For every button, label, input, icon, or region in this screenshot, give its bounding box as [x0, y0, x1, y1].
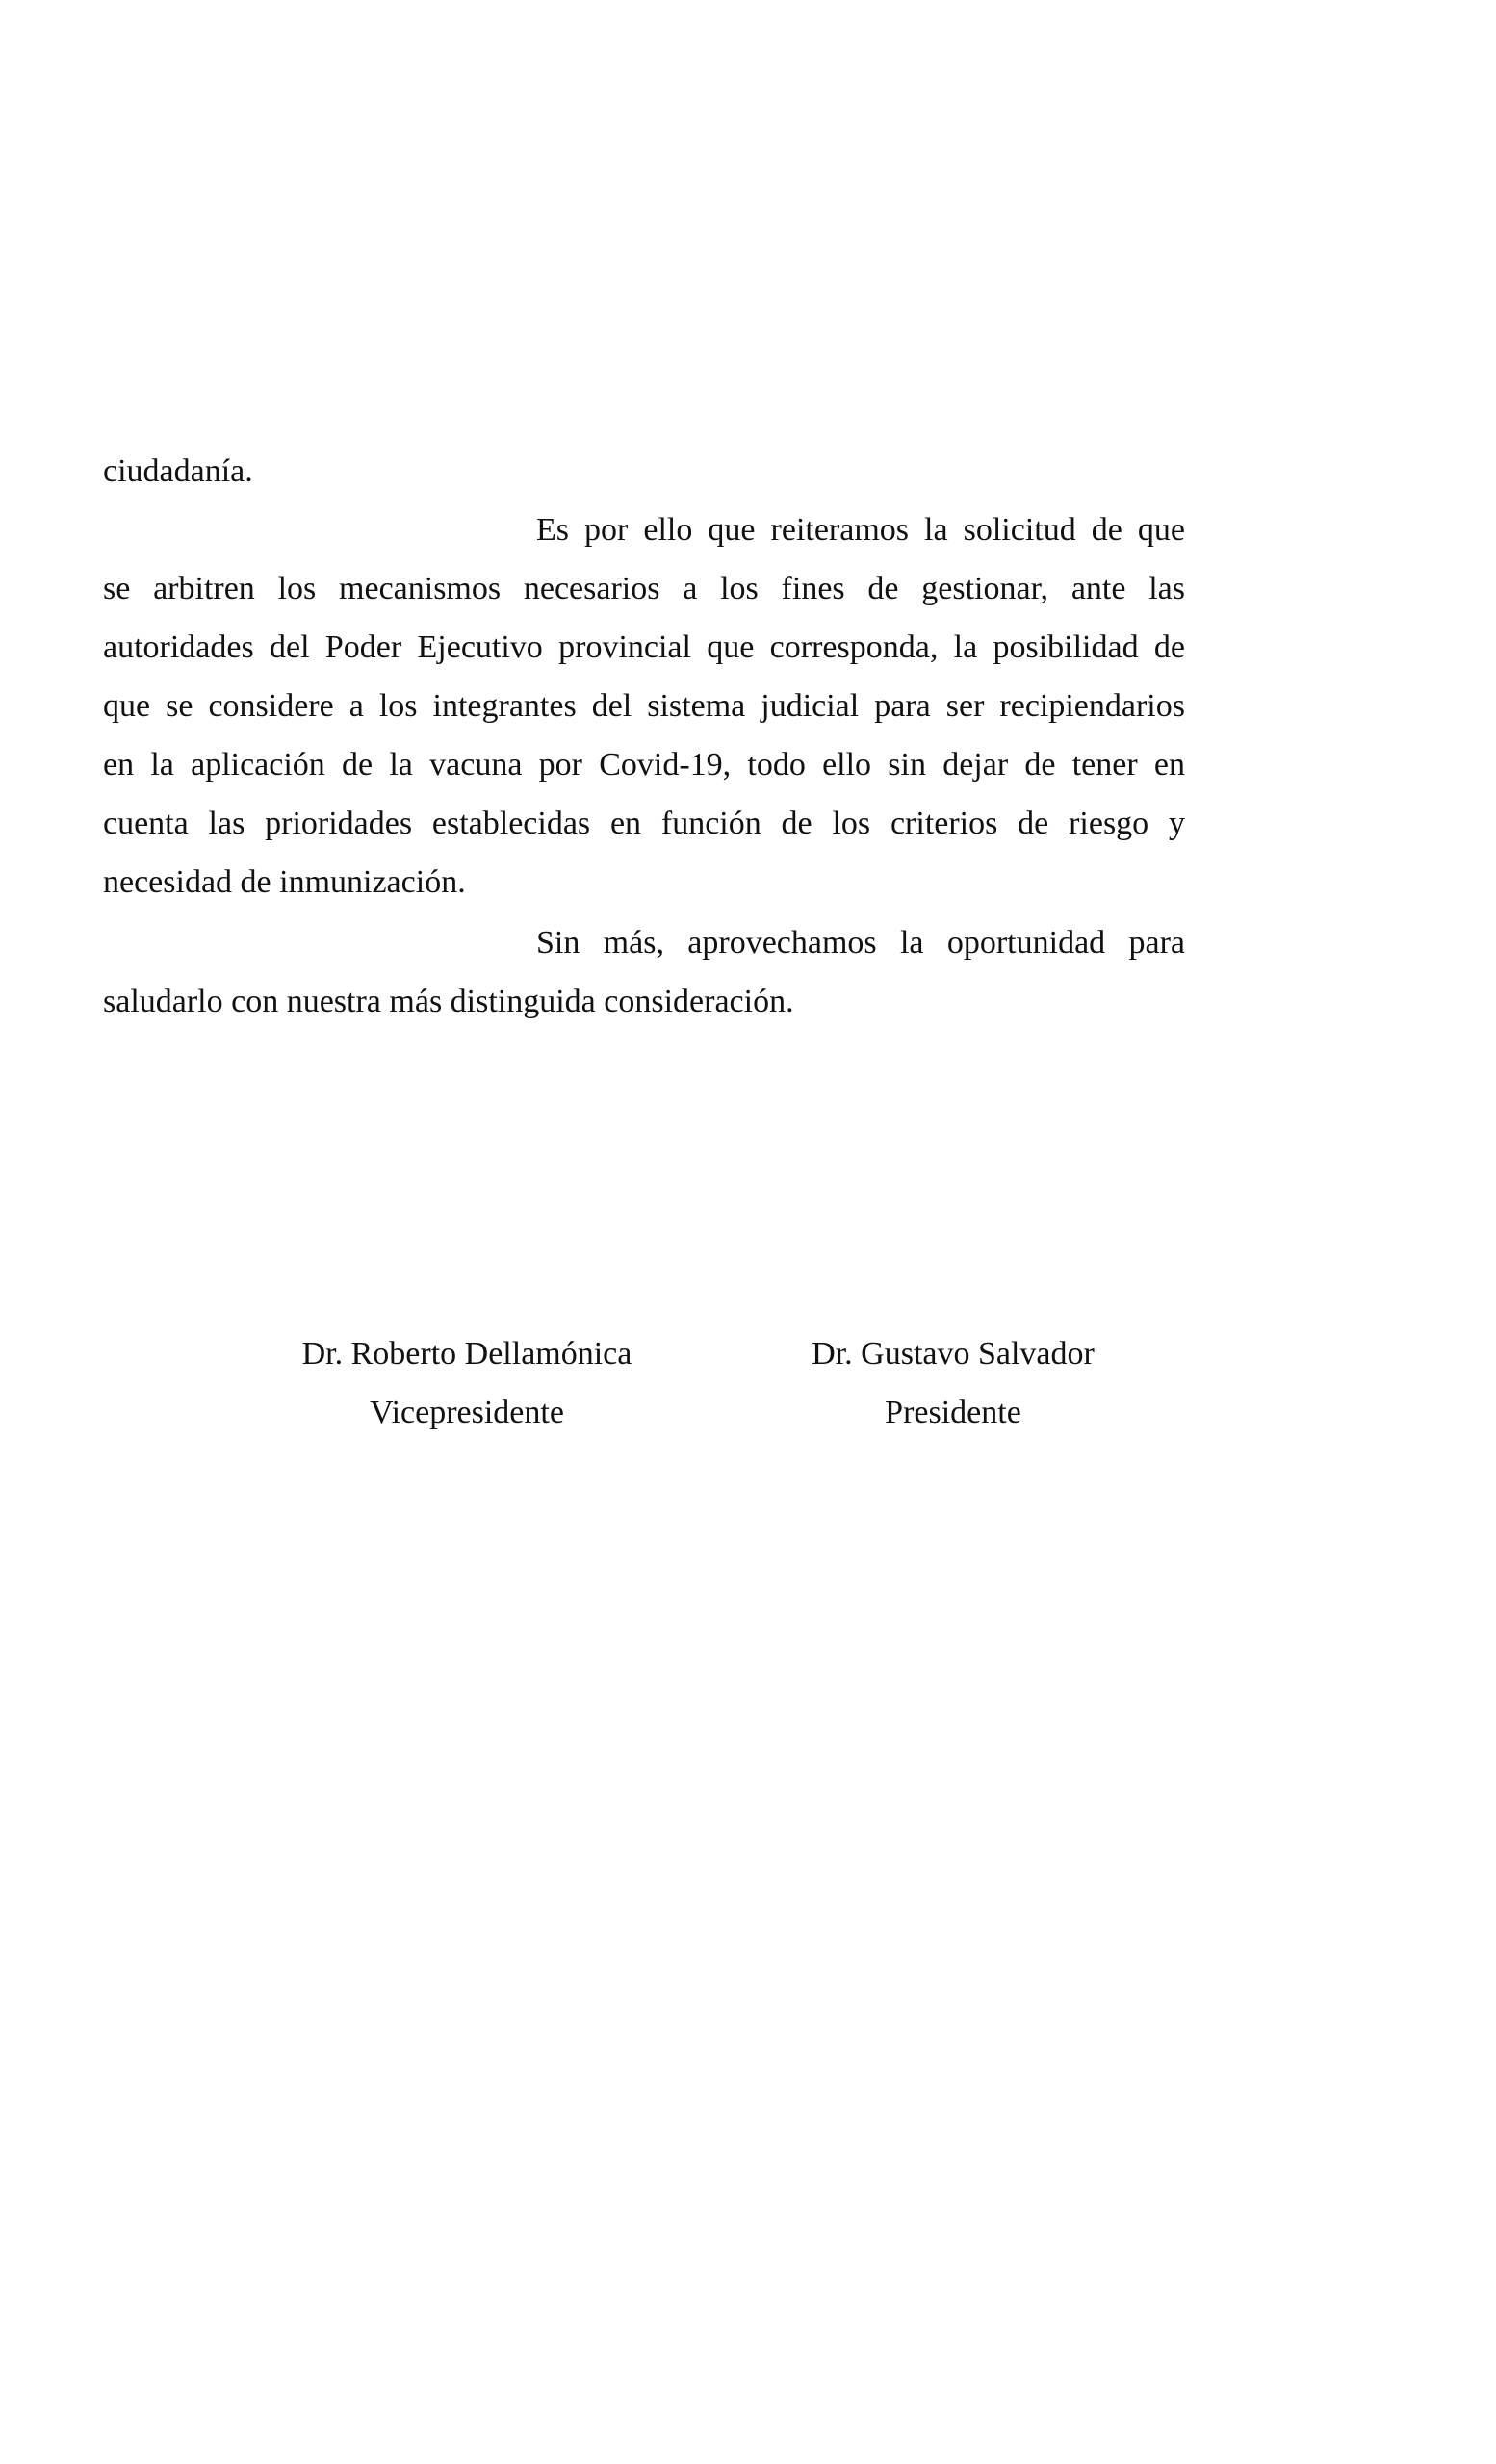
body-line: necesidad de inmunización.	[103, 864, 466, 900]
signer-name-left: Dr. Roberto Dellamónica	[301, 1336, 632, 1372]
body-line: autoridades del Poder Ejecutivo provincial que corresponda, la posibilidad de	[103, 629, 1185, 665]
signer-name-right: Dr. Gustavo Salvador	[812, 1336, 1095, 1372]
body-line: cuenta las prioridades establecidas en función de los criterios de riesgo y	[103, 806, 1185, 841]
body-line: que se considere a los integrantes del sistema judicial para ser recipiendarios	[103, 688, 1185, 724]
paragraph-start-line: Es por ello que reiteramos la solicitud de que	[536, 512, 1185, 548]
signer-title-left: Vicepresidente	[370, 1395, 564, 1430]
body-line: ciudadanía.	[103, 453, 253, 489]
paragraph-start-line: Sin más, aprovechamos la oportunidad para	[536, 925, 1185, 961]
closing-line: saludarlo con nuestra más distinguida consideración.	[103, 984, 794, 1019]
body-line: en la aplicación de la vacuna por Covid-19, todo ello sin dejar de tener en	[103, 747, 1185, 783]
body-line: se arbitren los mecanismos necesarios a los fines de gestionar, ante las	[103, 571, 1185, 606]
signer-title-right: Presidente	[885, 1395, 1021, 1430]
